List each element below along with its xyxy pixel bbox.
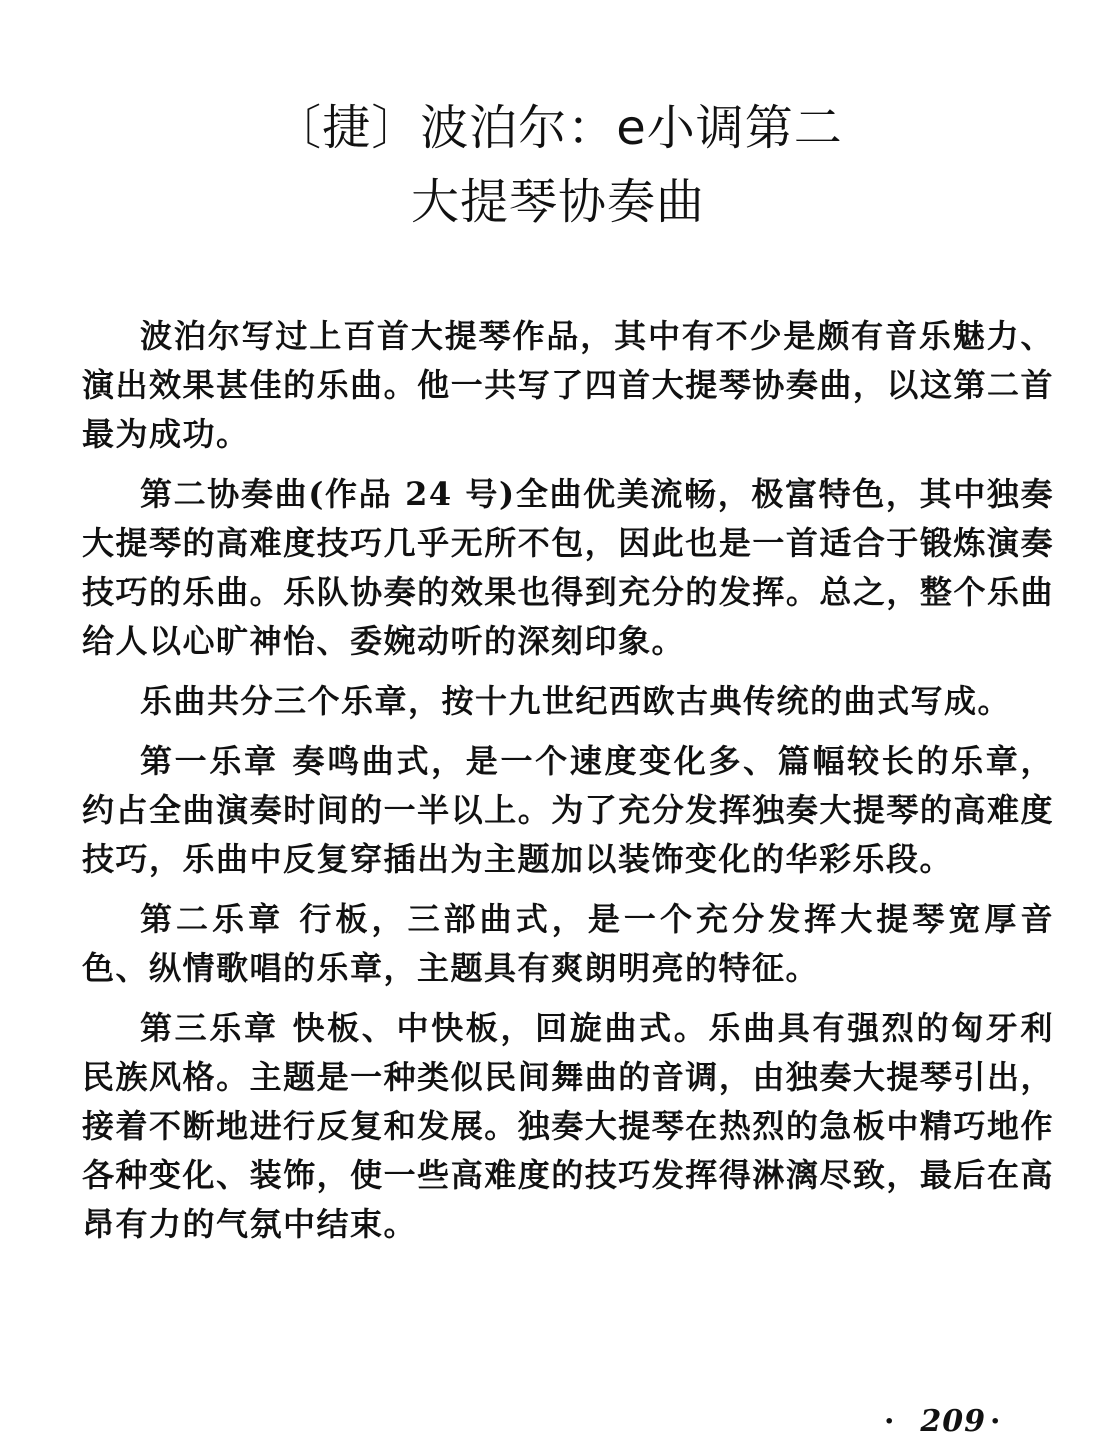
movement-1-heading: 第一乐章 (140, 742, 279, 780)
page-number-dot-left: · (884, 1404, 895, 1439)
paragraph-movement-2: 第二乐章 行板，三部曲式，是一个充分发挥大提琴宽厚音色、纵情歌唱的乐章，主题具有爽朗明亮的特征。 (82, 900, 1054, 987)
paragraph-movement-1: 第一乐章 奏鸣曲式，是一个速度变化多、篇幅较长的乐章，约占全曲演奏时间的一半以上。为了充分发挥独奏大提琴的高难度技巧，乐曲中反复穿插出为主题加以装饰变化的华彩乐段。 (82, 742, 1054, 878)
page-number-dot-right: · (990, 1404, 1001, 1439)
body-text (82, 312, 1054, 1260)
title-line-1: 〔捷〕波泊尔：e小调第二 (273, 100, 843, 156)
movement-3-heading: 第三乐章 (140, 1009, 279, 1047)
paragraph-structure: 乐曲共分三个乐章，按十九世纪西欧古典传统的曲式写成。 (140, 682, 1012, 720)
paragraph-movement-3: 第三乐章 快板、中快板，回旋曲式。乐曲具有强烈的匈牙利民族风格。主题是一种类似民间舞曲的音调，由独奏大提琴引出，接着不断地进行反复和发展。独奏大提琴在热烈的急板中精巧地作各种变化、装饰，使一些高难度的技巧发挥得淋漓尽致，最后在高昂有力的气氛中结束。 (82, 1009, 1054, 1243)
paragraph-second-concerto: 第二协奏曲(作品 24 号)全曲优美流畅，极富特色，其中独奏大提琴的高难度技巧几乎无所不包，因此也是一首适合于锻炼演奏技巧的乐曲。乐队协奏的效果也得到充分的发挥。总之，整个乐曲给人以心旷神怡、委婉动听的深刻印象。 (82, 475, 1054, 660)
paragraph-intro: 波泊尔写过上百首大提琴作品，其中有不少是颇有音乐魅力、演出效果甚佳的乐曲。他一共写了四首大提琴协奏曲，以这第二首最为成功。 (82, 317, 1054, 453)
page-number: 209 (920, 1404, 986, 1439)
movement-2-heading: 第二乐章 (140, 900, 285, 938)
title-line-2: 大提琴协奏曲 (410, 174, 705, 230)
